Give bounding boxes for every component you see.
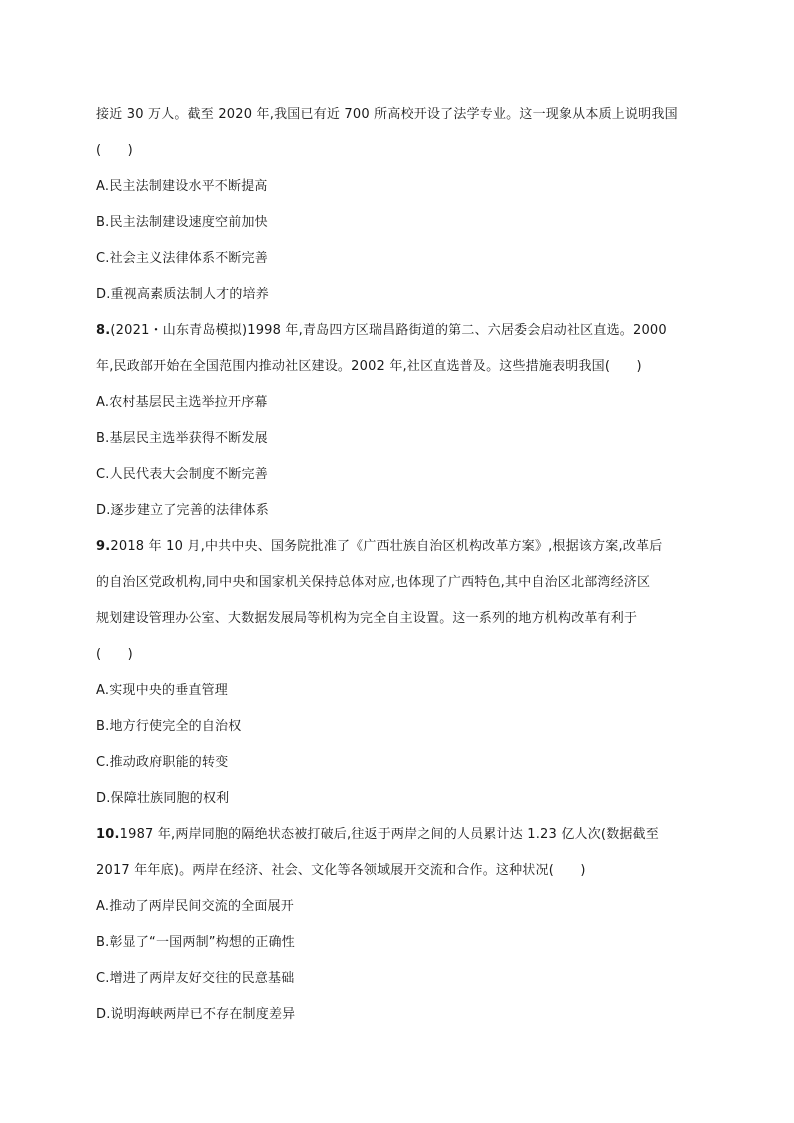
- q8-option-c: C.人民代表大会制度不断完善: [96, 467, 269, 482]
- q10-option-c: C.增进了两岸友好交往的民意基础: [96, 971, 295, 986]
- q9-stem-line-4: ( ): [96, 647, 133, 662]
- q10-stem-line-2: 2017 年年底)。两岸在经济、社会、文化等各领域展开交流和合作。这种状况( ): [96, 863, 586, 878]
- q9-option-d: D.保障壮族同胞的权利: [96, 791, 230, 806]
- q8-number: 8.: [96, 323, 111, 338]
- q9-stem-line-2: 的自治区党政机构,同中央和国家机关保持总体对应,也体现了广西特色,其中自治区北部湾经济区: [96, 575, 651, 590]
- q8-option-a: A.农村基层民主选举拉开序幕: [96, 395, 268, 410]
- q9-stem-line-1: [96, 538, 706, 556]
- q7-option-a: A.民主法制建设水平不断提高: [96, 179, 268, 194]
- q7-option-b: B.民主法制建设速度空前加快: [96, 215, 268, 230]
- q10-option-b: B.彰显了“一国两制”构想的正确性: [96, 935, 295, 950]
- q7-option-c: C.社会主义法律体系不断完善: [96, 251, 269, 266]
- q8-stem-line-1: [96, 322, 706, 340]
- q7-stem-line-1: 接近 30 万人。截至 2020 年,我国已有近 700 所高校开设了法学专业。这一现象从本质上说明我国: [96, 107, 678, 122]
- q8-option-b: B.基层民主选举获得不断发展: [96, 431, 268, 446]
- q9-option-b: B.地方行使完全的自治权: [96, 719, 242, 734]
- q9-option-c: C.推动政府职能的转变: [96, 755, 229, 770]
- q9-stem-line-1-text: 2018 年 10 月,中共中央、国务院批准了《广西壮族自治区机构改革方案》,根据该方案,改革后: [110, 539, 663, 554]
- q10-option-a: A.推动了两岸民间交流的全面展开: [96, 899, 294, 914]
- q8-stem-line-2: 年,民政部开始在全国范围内推动社区建设。2002 年,社区直选普及。这些措施表明我国( ): [96, 359, 642, 374]
- q10-stem-line-1-text: 1987 年,两岸同胞的隔绝状态被打破后,往返于两岸之间的人员累计达 1.23 亿人次(数据截至: [119, 827, 660, 842]
- q9-option-a: A.实现中央的垂直管理: [96, 683, 228, 698]
- q8-stem-line-1-text: (2021・山东青岛模拟)1998 年,青岛四方区瑞昌路街道的第二、六居委会启动社区直选。2000: [110, 323, 667, 338]
- q10-stem-line-1: [96, 826, 706, 844]
- q8-option-d: D.逐步建立了完善的法律体系: [96, 503, 269, 518]
- q7-stem-line-2: ( ): [96, 143, 133, 158]
- q10-option-d: D.说明海峡两岸已不存在制度差异: [96, 1007, 296, 1022]
- q10-number: 10.: [96, 827, 120, 842]
- q9-number: 9.: [96, 539, 111, 554]
- q9-stem-line-3: 规划建设管理办公室、大数据发展局等机构为完全自主设置。这一系列的地方机构改革有利于: [96, 611, 638, 626]
- q7-option-d: D.重视高素质法制人才的培养: [96, 287, 269, 302]
